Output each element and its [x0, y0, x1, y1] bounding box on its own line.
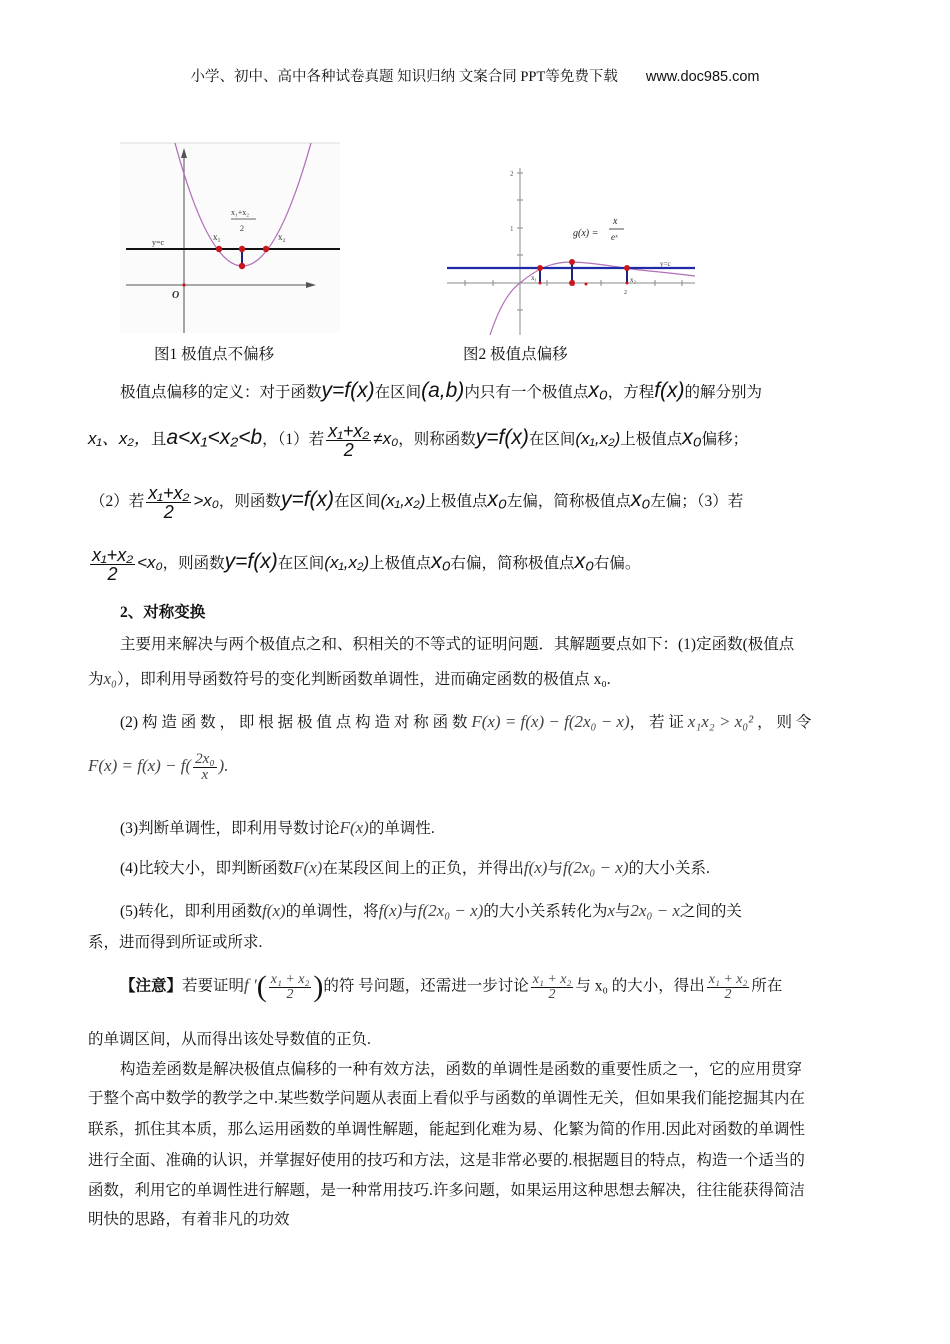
sec2-p6-line3: 联系，抓住其本质，那么运用函数的单调性解题，能起到化难为易、化繁为简的作用.因此对函数的单调性 — [88, 1121, 805, 1138]
fig1-x2-label: x₂ — [278, 232, 286, 242]
sec2-p5-line1: (5)转化，即利用函数f(x)的单调性，将f(x)与f(2x₀ − x)的大小关系转化为x与2x₀ − x之间的关 — [120, 901, 742, 920]
header-url[interactable]: www.doc985.com — [645, 69, 760, 85]
sec2-p6-line4: 进行全面、准确的认识，并掌握好使用的技巧和方法，这是非常必要的.根据题目的特点，构造一个适当的 — [88, 1152, 805, 1169]
sec2-p2-line2: F(x) = f(x) − f( $\frac{\text{2x₀}}{x}$ ). — [88, 751, 229, 783]
fig2-func-lhs: g(x) = — [573, 228, 599, 239]
sec2-p4: (4)比较大小，即判断函数F(x)在某段区间上的正负，并得出f(x)与f(2x₀ − x)的大小关系. — [120, 858, 710, 877]
fig2-tick-y1: 1 — [510, 225, 514, 233]
figure-2 — [447, 168, 695, 335]
sec2-p1-line1: 主要用来解决与两个极值点之和、积相关的不等式的证明问题．其解题要点如下：(1)定函数(极值点 — [120, 636, 795, 653]
fig2-tick-y2: 2 — [510, 170, 514, 178]
sec2-p6-line5: 函数，利用它的单调性进行解题，是一种常用技巧.许多问题，如果运用这种思想去解决，往往能获得简洁 — [88, 1182, 805, 1199]
g-curve — [490, 262, 695, 335]
sec2-p6-line2: 于整个高中数学的教学之中.某些数学问题从表面上看似乎与函数的单调性无关，但如果我们能挖掘其内在 — [88, 1090, 805, 1107]
fig1-mid-den: 2 — [240, 224, 244, 233]
definition-line-1: 极值点偏移的定义：对于函数y=f(x)在区间(a,b)内只有一个极值点x₀，方程f(x)的解分别为 — [120, 379, 763, 402]
sec2-p3: (3)判断单调性，即利用导数讨论F(x)的单调性. — [120, 818, 435, 837]
sec2-note-line2: 的单调区间，从而得出该处导数值的正负. — [88, 1031, 371, 1048]
figure-1 — [0, 0, 950, 345]
definition-line-4: $\frac{\text{x₁+x₂}}{2}$ <x₀，则函数y=f(x)在区间(x₁,x₂)上极值点x₀右偏，简称极值点x₀右偏。 — [92, 545, 641, 584]
fig2-x2-label: x₂ — [630, 276, 636, 284]
fig1-origin: O — [172, 290, 180, 301]
fig2-func-num: x — [613, 216, 618, 227]
figure-2-caption: 图2 极值点偏移 — [463, 346, 568, 363]
sec2-p6-line6: 明快的思路，有着非凡的功效 — [88, 1211, 290, 1228]
fig2-x1-label: x₁ — [531, 274, 537, 282]
figure-1-caption: 图1 极值点不偏移 — [154, 346, 275, 363]
sec2-p5-line2: 系，进而得到所证或所求. — [88, 934, 263, 951]
definition-line-2: x₁、x₂，且a<x₁<x₂<b，（1）若 $\frac{\text{x₁+x₂}}{2}$ ≠x₀，则称函数y=f(x)在区间(x₁,x₂)上极值点x₀偏移； — [88, 421, 749, 460]
fig2-line-label: y=c — [660, 260, 671, 268]
sec2-p1-line2: 为x₀），即利用导函数符号的变化判断函数单调性，进而确定函数的极值点 x₀. — [88, 669, 611, 688]
sec2-p6-line1: 构造差函数是解决极值点偏移的一种有效方法，函数的单调性是函数的重要性质之一，它的应用贯穿 — [120, 1061, 803, 1078]
header-text: 小学、初中、高中各种试卷真题 知识归纳 文案合同 PPT等免费下载 — [190, 69, 618, 85]
fig1-mid-num: x₁+x₂ — [231, 208, 250, 217]
fig2-func-den: eˣ — [611, 232, 618, 242]
fig2-tick-x2: 2 — [624, 290, 627, 296]
fig1-line-label: y=c — [152, 238, 165, 247]
fig1-x1-label: x₁ — [213, 232, 221, 242]
definition-line-3: （2）若 $\frac{\text{x₁+x₂}}{2}$ >x₀，则函数y=f(x)在区间(x₁,x₂)上极值点x₀左偏，简称极值点x₀左偏；（3）若 — [90, 483, 744, 522]
sec2-note: 【注意】若要证明f ′( $\frac{\text{x₁ + x₂}}{2}$ )的符 号问题，还需进一步讨论 $\frac{\text{x₁ + x₂}}{2}$ 与 x₀ 的大小，得出 $\frac{\text{x₁ + x₂}}{2}$ 所在 — [120, 970, 783, 1003]
sec2-p2-line1: (2) 构 造 函 数 ， 即 根 据 极 值 点 构 造 对 称 函 数 F(x) = f(x) − f(2x₀ − x)， 若 证 x₁x₂ > x₀² ， 则 令 — [120, 712, 812, 731]
section-2-heading: 2、对称变换 — [120, 604, 206, 621]
